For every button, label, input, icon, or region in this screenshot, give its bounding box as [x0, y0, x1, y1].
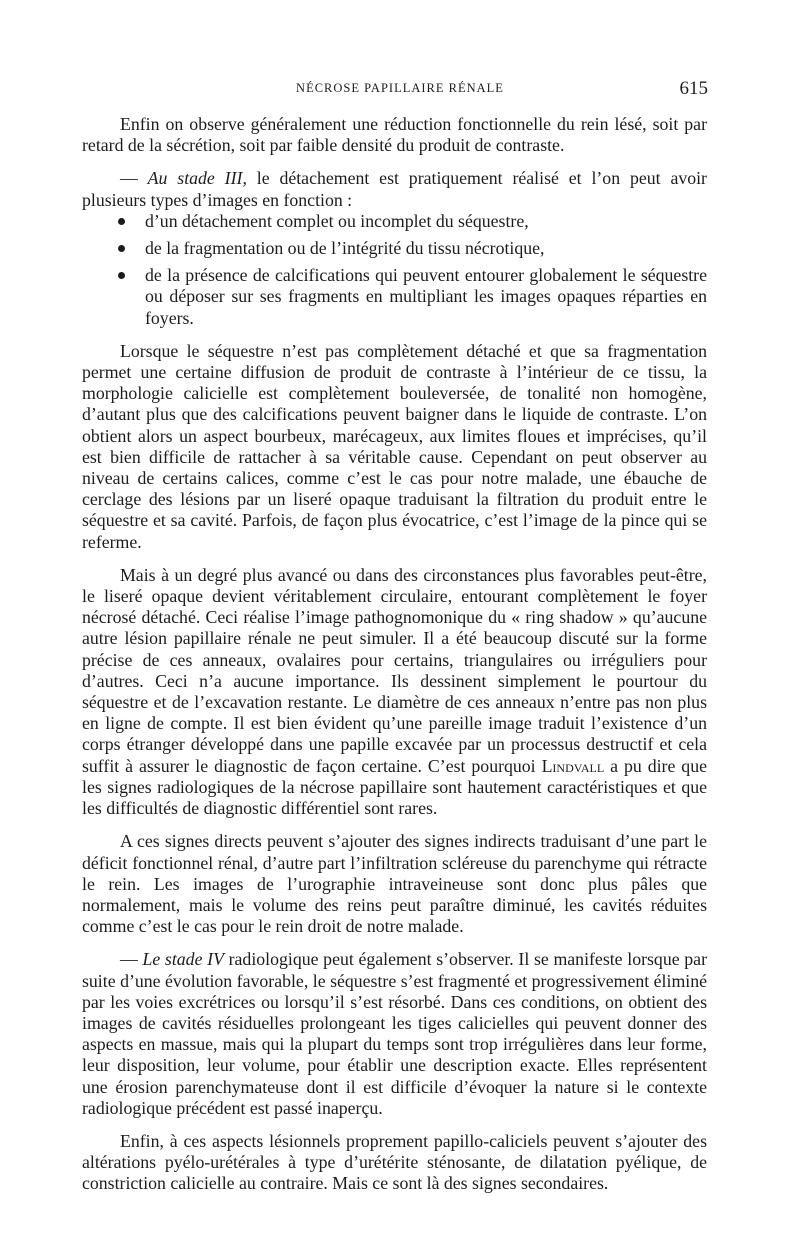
paragraph-4-text-a: Mais à un degré plus avancé ou dans des circonstances plus favorables peut-être, le liseré opaque devient véritablement circulaire, entourant complètement le foyer nécrosé détaché. Ceci réalise l’image pathognomonique du « ring shadow » qu’aucune autre lésion papillaire rénale ne peut simuler. Il a été beaucoup discuté sur la forme précise de ces anneaux, ovalaires pour certains, triangulaires ou irréguliers pour d’autres. Ceci n’a aucune importance. Ils dessinent simplement le pourtour du séquestre et de l’excavation restante. Le diamètre de ces anneaux n’entre pas non plus en ligne de compte. Il est bien évident qu’une pareille image traduit l’existence d’un corps étranger développé dans une papille excavée par un processus destructif et cela suffit à assurer le diagnostic de façon certaine. C’est pourquoi	[82, 564, 707, 776]
paragraph-6	[82, 949, 707, 1119]
body-text	[82, 114, 707, 1207]
em-dash: —	[120, 168, 148, 189]
em-dash: —	[120, 949, 143, 970]
bullet-item-2: de la fragmentation ou de l’intégrité du tissu nécrotique,	[82, 238, 707, 259]
author-name: Lindvall	[541, 755, 605, 776]
paragraph-4-text-b: a pu dire que les signes radiologiques de la nécrose papillaire sont hautement caractéristiques et que les difficultés de diagnostic différentiel sont rares.	[82, 755, 707, 819]
page-header	[0, 78, 800, 102]
paragraph-4	[82, 565, 707, 819]
stage-iii-heading: Au stade III,	[147, 168, 247, 189]
stage-iv-heading: Le stade IV	[142, 949, 224, 970]
bullet-item-3: de la présence de calcifications qui peuvent entourer globalement le séquestre ou déposer sur ses fragments en multipliant les images opaques réparties en foyers.	[82, 265, 707, 329]
paragraph-3: Lorsque le séquestre n’est pas complètement détaché et que sa fragmentation permet une certaine diffusion de produit de contraste à l’intérieur de ce tissu, la morphologie calicielle est complètement bouleversée, de tonalité non homogène, d’autant plus que des calcifications peuvent baigner dans le liquide de contraste. L’on obtient alors un aspect bourbeux, marécageux, aux limites floues et imprécises, qu’il est bien difficile de rattacher à sa véritable cause. Cependant on peut observer au niveau de certains calices, comme c’est le cas pour notre malade, une ébauche de cerclage des lésions par un liseré opaque traduisant la filtration du produit entre le séquestre et sa cavité. Parfois, de façon plus évocatrice, c’est l’image de la pince qui se referme.	[82, 340, 707, 552]
paragraph-2	[82, 168, 707, 210]
bullet-item-1: d’un détachement complet ou incomplet du séquestre,	[82, 211, 707, 232]
paragraph-5: A ces signes directs peuvent s’ajouter des signes indirects traduisant d’une part le déficit fonctionnel rénal, d’autre part l’infiltration scléreuse du parenchyme qui rétracte le rein. Les images de l’urographie intraveineuse sont donc plus pâles que normalement, mais le volume des reins peut paraître diminué, les cavités réduites comme c’est le cas pour le rein droit de notre malade.	[82, 831, 707, 937]
paragraph-6-text: radiologique peut également s’observer. Il se manifeste lorsque par suite d’une évolution favorable, le séquestre s’est fragmenté et progressivement éliminé par les voies excrétrices ou lorsqu’il s’est résorbé. Dans ces conditions, on obtient des images de cavités résiduelles prolongeant les tiges calicielles qui peuvent donner des aspects en massue, mais qui la plupart du temps sont trop irrégulières dans leur forme, leur disposition, leur volume, pour établir une description exacte. Elles représentent une érosion parenchymateuse dont il est difficile d’évoquer la nature si le contexte radiologique précédent est passé inaperçu.	[82, 949, 707, 1118]
paragraph-7: Enfin, à ces aspects lésionnels proprement papillo-caliciels peuvent s’ajouter des altérations pyélo-urétérales à type d’urétérite sténosante, de dilatation pyélique, de constriction calicielle au contraire. Mais ce sont là des signes secondaires.	[82, 1130, 707, 1194]
running-title: NÉCROSE PAPILLAIRE RÉNALE	[296, 81, 504, 95]
paragraph-1: Enfin on observe généralement une réduction fonctionnelle du rein lésé, soit par retard de la sécrétion, soit par faible densité du produit de contraste.	[82, 114, 707, 156]
bullet-list	[82, 211, 707, 329]
page-number: 615	[679, 78, 708, 99]
paragraph-2-text: le détachement est pratiquement réalisé et l’on peut avoir plusieurs types d’images en fonction :	[82, 168, 707, 210]
